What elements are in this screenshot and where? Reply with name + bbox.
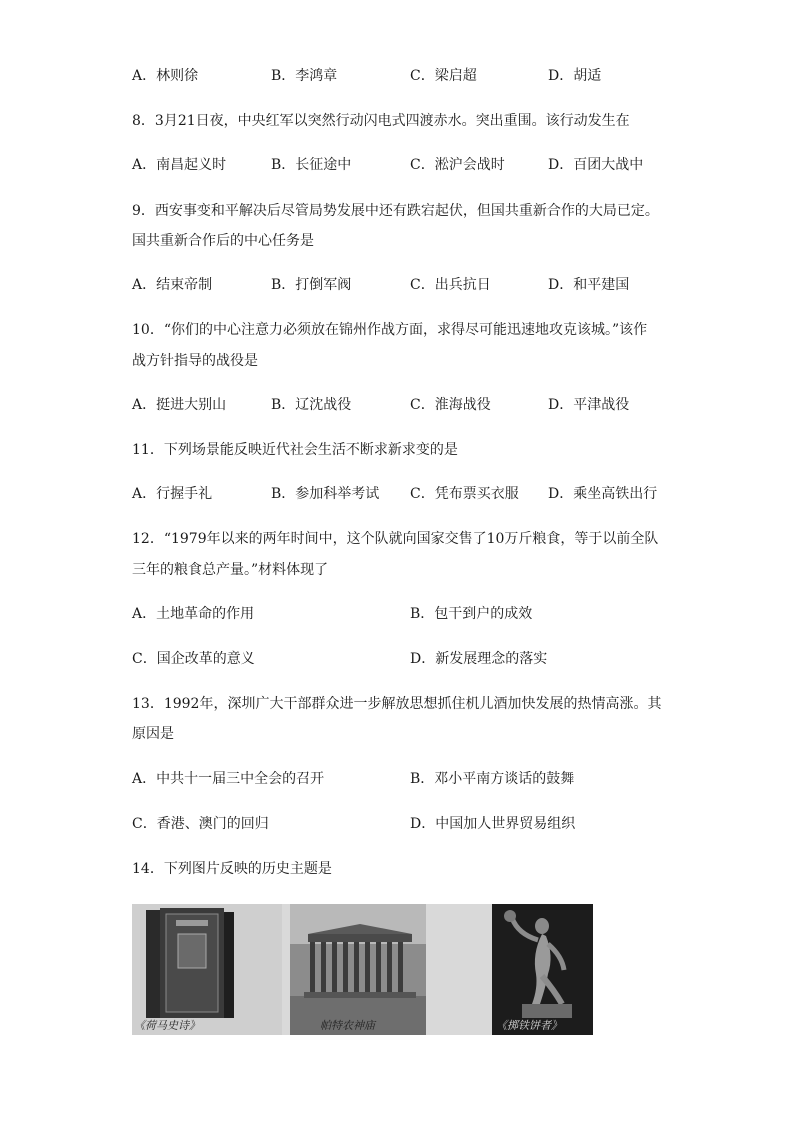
q9-option-b: B．打倒军阀	[271, 277, 352, 293]
q12-option-a: A．土地革命的作用	[132, 606, 255, 622]
q10-stem-line1: 10．“你们的中心注意力必须放在锦州作战方面，求得尽可能迅速地攻克该城。”该作	[132, 322, 648, 338]
q10-option-a: A．挺进大别山	[132, 397, 227, 413]
q10-option-b: B．辽沈战役	[271, 397, 352, 413]
parthenon-image	[290, 904, 426, 1035]
q9-option-a: A．结束帝制	[132, 277, 213, 293]
q12-stem-line2: 三年的粮食总产量。”材料体现了	[132, 562, 329, 578]
q14-stem: 14．下列图片反映的历史主题是	[132, 861, 332, 877]
q9-stem-line2: 国共重新合作后的中心任务是	[132, 233, 314, 249]
q11-option-d: D．乘坐高铁出行	[548, 486, 658, 502]
q13-option-d: D．中国加人世界贸易组织	[410, 816, 576, 832]
q11-option-b: B．参加科举考试	[271, 486, 380, 502]
q12-option-d: D．新发展理念的落实	[410, 651, 548, 667]
parthenon-caption: 帕特农神庙	[320, 1019, 375, 1032]
q13-stem-line2: 原因是	[132, 726, 174, 742]
q11-option-c: C．凭布票买衣服	[410, 486, 519, 502]
q12-option-c: C．国企改革的意义	[132, 651, 255, 667]
q8-stem: 8．3月21日夜，中央红军以突然行动闪电式四渡赤水。突出重围。该行动发生在	[132, 113, 630, 129]
q13-stem-line1: 13．1992年，深圳广大干部群众进一步解放思想抓住机儿酒加快发展的热情高涨。其	[132, 696, 662, 712]
q9-stem-line1: 9．西安事变和平解决后尽管局势发展中还有跌宕起伏，但国共重新合作的大局已定。	[132, 203, 659, 219]
q8-option-c: C．淞沪会战时	[410, 157, 505, 173]
q9-option-d: D．和平建国	[548, 277, 630, 293]
q8-option-a: A．南昌起义时	[132, 157, 227, 173]
homer-epic-image	[132, 904, 282, 1035]
q11-option-a: A．行握手礼	[132, 486, 213, 502]
q8-option-b: B．长征途中	[271, 157, 352, 173]
q13-option-b: B．邓小平南方谈话的鼓舞	[410, 771, 575, 787]
q13-option-a: A．中共十一届三中全会的召开	[132, 771, 325, 787]
q9-option-c: C．出兵抗日	[410, 277, 491, 293]
q7-option-c: C．梁启超	[410, 68, 477, 84]
history-image-figure	[132, 904, 593, 1035]
homer-epic-caption: 《荷马史诗》	[134, 1019, 200, 1032]
q10-option-c: C．淮海战役	[410, 397, 491, 413]
q7-option-b: B．李鸿章	[271, 68, 338, 84]
q10-option-d: D．平津战役	[548, 397, 630, 413]
discobolus-image	[492, 904, 593, 1035]
q13-option-c: C．香港、澳门的回归	[132, 816, 269, 832]
q12-option-b: B．包干到户的成效	[410, 606, 533, 622]
q12-stem-line1: 12．“1979年以来的两年时间中，这个队就向国家交售了10万斤粮食，等于以前全队	[132, 531, 659, 547]
q10-stem-line2: 战方针指导的战役是	[132, 353, 258, 369]
q7-option-a: A．林则徐	[132, 68, 199, 84]
q11-stem: 11．下列场景能反映近代社会生活不断求新求变的是	[132, 442, 458, 458]
q7-option-d: D．胡适	[548, 68, 602, 84]
q8-option-d: D．百团大战中	[548, 157, 644, 173]
discobolus-caption: 《掷铁饼者》	[496, 1019, 562, 1032]
